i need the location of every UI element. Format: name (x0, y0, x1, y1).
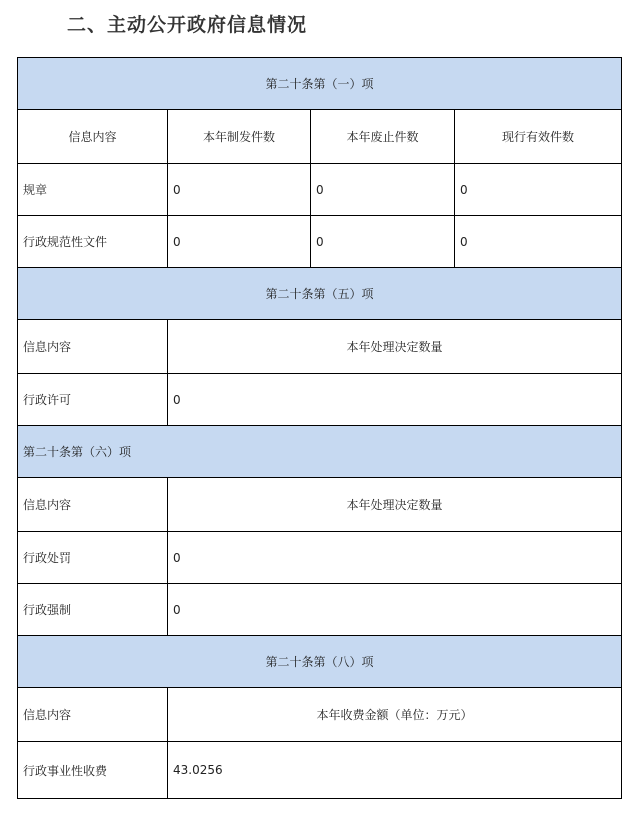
column-header: 本年废止件数 (311, 110, 455, 164)
column-header: 本年制发件数 (168, 110, 311, 164)
table-cell: 0 (168, 374, 622, 426)
section-title: 第二十条第（八）项 (18, 636, 622, 688)
column-header: 本年处理决定数量 (168, 478, 622, 532)
row-label: 行政规范性文件 (18, 216, 168, 268)
column-header: 本年收费金额（单位：万元） (168, 688, 622, 742)
section-header-row (18, 426, 622, 478)
column-header-row (18, 478, 622, 532)
table-row (18, 374, 622, 426)
table-cell: 0 (168, 532, 622, 584)
column-header-row (18, 110, 622, 164)
table-cell: 0 (455, 164, 622, 216)
page-title: 二、主动公开政府信息情况 (67, 14, 308, 36)
row-label: 规章 (18, 164, 168, 216)
row-label: 行政许可 (18, 374, 168, 426)
table-row (18, 216, 622, 268)
section-header-row (18, 636, 622, 688)
column-header: 本年处理决定数量 (168, 320, 622, 374)
table-cell: 0 (168, 584, 622, 636)
column-header: 信息内容 (18, 478, 168, 532)
table-cell: 0 (168, 164, 311, 216)
section-title: 第二十条第（六）项 (18, 426, 622, 478)
section-title: 第二十条第（五）项 (18, 268, 622, 320)
row-label: 行政强制 (18, 584, 168, 636)
disclosure-table (17, 57, 622, 799)
column-header: 现行有效件数 (455, 110, 622, 164)
table-row (18, 742, 622, 799)
table-row (18, 532, 622, 584)
column-header: 信息内容 (18, 688, 168, 742)
table-cell: 0 (455, 216, 622, 268)
table-row (18, 164, 622, 216)
column-header-row (18, 320, 622, 374)
row-label: 行政事业性收费 (18, 742, 168, 799)
table-cell: 0 (311, 216, 455, 268)
section-title: 第二十条第（一）项 (18, 58, 622, 110)
column-header-row (18, 688, 622, 742)
row-label: 行政处罚 (18, 532, 168, 584)
table-row (18, 584, 622, 636)
table-cell: 0 (168, 216, 311, 268)
column-header: 信息内容 (18, 110, 168, 164)
column-header: 信息内容 (18, 320, 168, 374)
section-header-row (18, 268, 622, 320)
table-cell: 0 (311, 164, 455, 216)
table-cell: 43.0256 (168, 742, 622, 799)
section-header-row (18, 58, 622, 110)
